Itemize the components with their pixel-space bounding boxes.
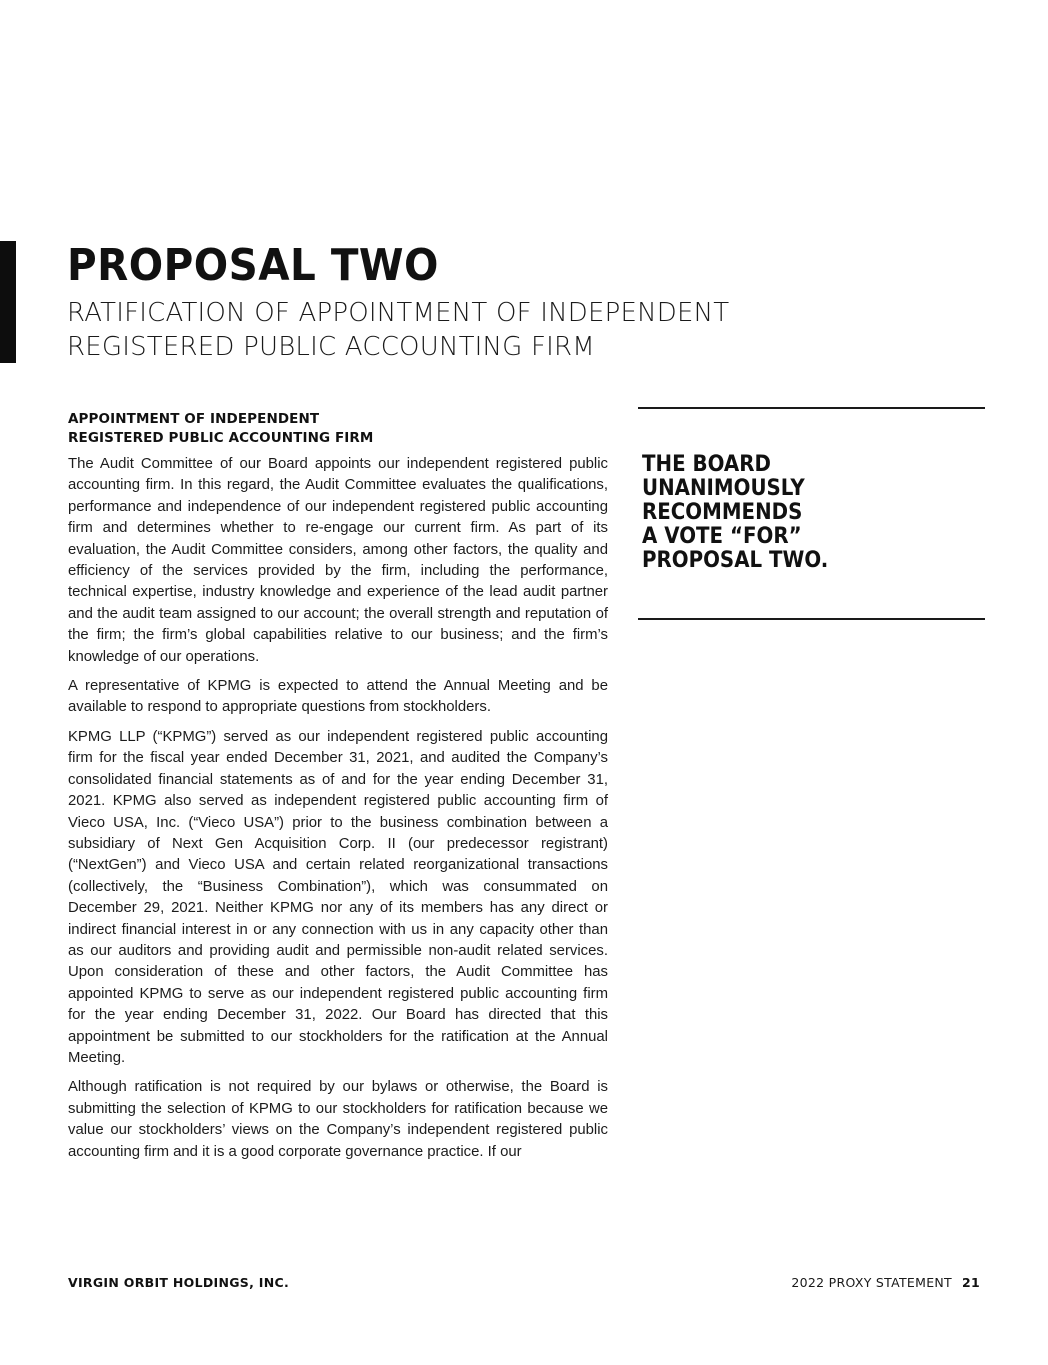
page-number: 21 <box>962 1275 980 1290</box>
body-paragraph: A representative of KPMG is expected to attend the Annual Meeting and be available to respond to appropriate questions from stockholders. <box>68 678 608 716</box>
recommendation-line: THE BOARD <box>642 452 771 477</box>
section-heading-line: REGISTERED PUBLIC ACCOUNTING FIRM <box>68 430 374 446</box>
section-heading <box>68 410 373 448</box>
page-subtitle <box>67 296 787 364</box>
board-recommendation-callout <box>638 407 985 620</box>
body-paragraph: Although ratification is not required by our bylaws or otherwise, the Board is submitting the selection of KPMG to our stockholders for ratification because we value our stockholders’ views on the Company’s independent registered public accounting firm and it is a good corporate governance practice. If our <box>68 1079 608 1160</box>
recommendation-text <box>642 453 828 573</box>
section-marker-bar <box>0 241 16 363</box>
section-heading-line: APPOINTMENT OF INDEPENDENT <box>68 411 320 427</box>
recommendation-line: A VOTE “FOR” <box>642 524 802 549</box>
subtitle-line: RATIFICATION OF APPOINTMENT OF INDEPENDENT <box>67 298 730 328</box>
recommendation-line: RECOMMENDS <box>642 500 803 525</box>
body-text-column <box>68 454 608 1171</box>
footer-company-name: VIRGIN ORBIT HOLDINGS, INC. <box>68 1275 290 1290</box>
footer-document-title: 2022 PROXY STATEMENT <box>791 1275 952 1290</box>
page-title: PROPOSAL TWO <box>67 240 439 291</box>
footer-document-info <box>791 1275 980 1290</box>
subtitle-line: REGISTERED PUBLIC ACCOUNTING FIRM <box>67 332 595 362</box>
body-paragraph: KPMG LLP (“KPMG”) served as our independent registered public accounting firm for the fiscal year ended December 31, 2021, and audited the Company’s consolidated financial statements as of and for the year ending December 31, 2021. KPMG also served as independent registered public accounting firm of Vieco USA, Inc. (“Vieco USA”) prior to the business combination between a subsidiary of Next Gen Acquisition Corp. II (our predecessor registrant) (“NextGen”) and Vieco USA and certain related reorganizational transactions (collectively, the “Business Combination”), which was consummated on December 29, 2021. Neither KPMG nor any of its members has any direct or indirect financial interest in or any connection with us in any capacity other than as our auditors and providing audit and permissible non-audit related services. Upon consideration of these and other factors, the Audit Committee has appointed KPMG to serve as our independent registered public accounting firm for the year ending December 31, 2022. Our Board has directed that this appointment be submitted to our stockholders for the ratification at the Annual Meeting. <box>68 728 608 1066</box>
recommendation-line: PROPOSAL TWO. <box>642 548 829 573</box>
recommendation-line: UNANIMOUSLY <box>642 476 805 501</box>
body-paragraph: The Audit Committee of our Board appoints our independent registered public accounting firm. In this regard, the Audit Committee evaluates the qualifications, performance and independence of our independent registered public accounting firm and determines whether to re-engage our current firm. As part of its evaluation, the Audit Committee considers, among other factors, the quality and efficiency of the services provided by the firm, including the performance, technical expertise, industry knowledge and experience of the lead audit partner and the audit team assigned to our account; the overall strength and reputation of the firm; the firm’s global capabilities relative to our business; and the firm’s knowledge of our operations. <box>68 456 608 665</box>
